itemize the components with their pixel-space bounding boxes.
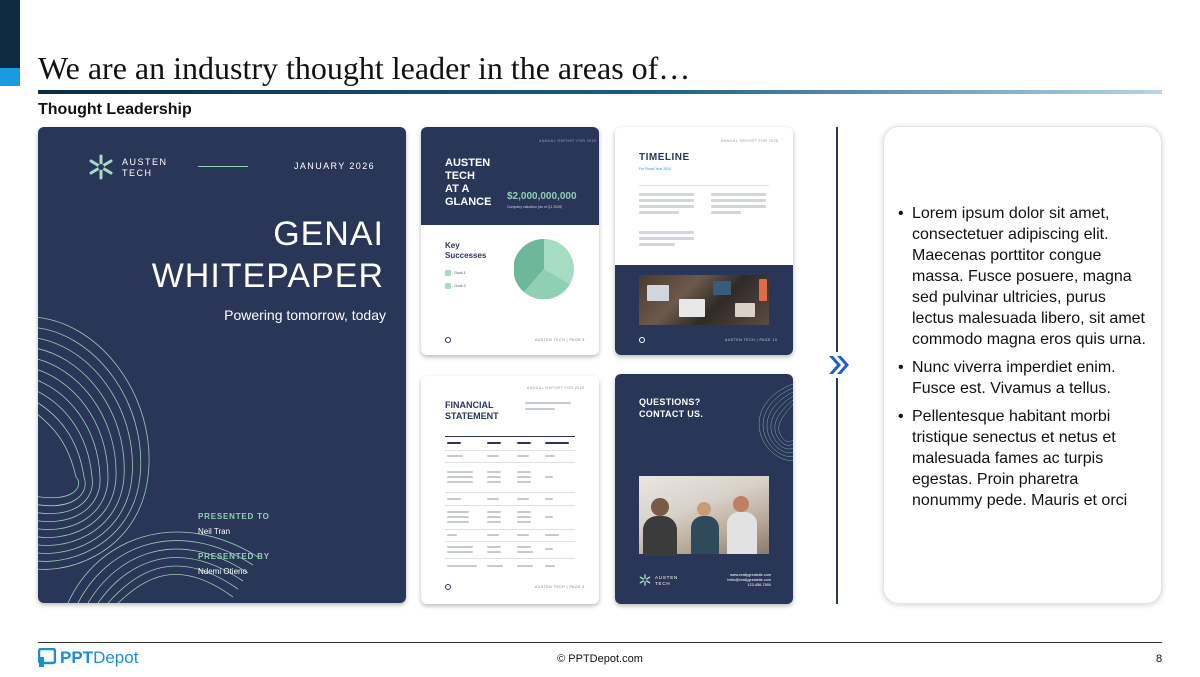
table-cell [487,455,499,457]
desk-photo [639,275,769,325]
glance-page-thumbnail [421,127,599,355]
table-cell [517,471,531,473]
glance-title-line1: AUSTEN [445,157,491,169]
table-cell [487,546,501,548]
table-cell [517,546,531,548]
goal-item-2 [445,283,466,289]
glance-amount-note: Company valuation (as of Q1 2025) [507,205,563,209]
bullet-item: • Lorem ipsum dolor sit amet, consectetuer adipiscing elit. Maecenas porttitor congue massa. Fusce posuere, magna sed pulvinar ultricies, purus lectus malesuada libero, sit amet commodo magna eros quis urna. [898,203,1150,350]
table-cell [447,516,469,518]
glance-title [445,157,491,209]
table-cell [545,534,559,536]
team-meeting-photo [639,476,769,554]
table-cell [545,455,555,457]
austen-tech-logo-icon [639,574,651,586]
bullet-text-card [883,126,1162,604]
table-rule [445,529,575,530]
text-line [711,199,766,202]
cover-divider [198,166,248,167]
cover-title [152,213,384,297]
text-line [639,193,694,196]
table-rule [445,541,575,542]
goal-1-label: Goal 1 [454,270,466,276]
questions-title-line1: QUESTIONS? [639,397,701,407]
footer-rule [38,642,1162,643]
table-header-cell [545,442,569,444]
table-cell [517,551,533,553]
presented-to-label: PRESENTED TO [198,512,270,521]
pptdepot-logo [60,648,138,668]
table-header-cell [447,442,461,444]
timeline-page-thumbnail [615,127,793,355]
table-cell [487,481,501,483]
key-successes-heading [445,241,486,261]
table-cell [517,481,531,483]
goal-icon [445,270,451,276]
pie-chart-graphic [514,239,574,299]
table-cell [447,565,477,567]
key-successes-line1: Key [445,241,460,250]
table-cell [545,516,553,518]
contact-phone: 123-456-7890 [747,583,771,587]
table-cell [545,565,555,567]
table-cell [517,534,529,536]
table-cell [447,521,469,523]
glance-amount: $2,000,000,000 [507,191,577,202]
table-cell [487,511,501,513]
financial-title [445,400,499,422]
table-cell [517,511,531,513]
header-accent-dark [0,0,20,68]
table-cell [517,498,529,500]
cover-date: JANUARY 2026 [294,161,376,171]
photo-detail [759,279,767,301]
timeline-rule [639,185,769,186]
bullet-item: • Nunc viverra imperdiet enim. Fusce est. Vivamus a tellus. [898,357,1150,399]
questions-brand-line2: TECH [655,580,671,586]
cover-brand-line1: AUSTEN [122,157,168,167]
cover-page-thumbnail [38,127,406,603]
table-cell [447,471,473,473]
page-number: 8 [1156,653,1163,665]
table-header-cell [487,442,501,444]
cover-title-line2: WHITEPAPER [151,257,384,295]
table-cell [487,471,501,473]
slide-title: We are an industry thought leader in the areas of… [38,50,691,86]
gear-icon [639,337,645,343]
header-accent-light [0,68,20,86]
wave-lines-graphic [695,374,793,464]
double-chevron-right-icon [825,352,853,378]
goal-2-label: Goal 2 [454,283,466,289]
title-underline [38,90,1162,94]
table-cell [487,521,501,523]
questions-title [639,396,703,420]
table-cell [447,481,473,483]
gear-icon [445,584,451,590]
table-cell [447,546,473,548]
photo-detail [679,299,705,317]
pptdepot-logo-icon [38,648,56,668]
photo-person [651,498,669,516]
text-line [639,243,675,246]
table-cell [447,551,473,553]
timeline-page-footer: AUSTEN TECH | PAGE 10 [725,338,778,342]
table-rule [445,436,575,437]
photo-detail [647,285,669,301]
photo-detail [713,281,731,295]
photo-person [691,516,719,554]
copyright-text: © PPTDepot.com [557,653,643,665]
table-cell [517,476,531,478]
table-cell [545,548,553,550]
goal-item-1 [445,270,466,276]
questions-brand [655,575,678,586]
gear-icon [445,337,451,343]
timeline-report-header: ANNUAL REPORT FOR 2025 [721,139,779,143]
financial-page-thumbnail [421,376,599,604]
table-cell [447,455,463,457]
text-line [639,211,679,214]
questions-page-thumbnail [615,374,793,604]
table-cell [545,498,553,500]
bullet-item: • Pellentesque habitant morbi tristique senectus et netus et malesuada fames ac turpis egestas. Proin pharetra nonummy pede. Mauris et orci [898,406,1150,511]
table-rule [445,450,575,451]
table-cell [517,516,531,518]
text-line [711,193,766,196]
timeline-subtitle: For Fiscal Year 2024 [639,167,672,171]
glance-report-header: ANNUAL REPORT FOR 2025 [539,139,597,143]
table-cell [447,511,469,513]
table-header-cell [517,442,531,444]
contact-email: hello@reallygreatsite.com [727,578,771,582]
table-cell [447,498,461,500]
photo-detail [735,303,755,317]
glance-title-line2: TECH [445,170,475,182]
questions-title-line2: CONTACT US. [639,409,704,419]
financial-title-line2: STATEMENT [445,411,499,421]
presented-by-label: PRESENTED BY [198,552,270,561]
logo-bold-text: PPT [60,648,94,667]
photo-person [733,496,749,512]
photo-person [727,512,757,554]
table-cell [487,534,499,536]
table-rule [445,492,575,493]
financial-page-footer: AUSTEN TECH | PAGE 5 [535,585,585,589]
financial-title-line1: FINANCIAL [445,400,494,410]
photo-person [643,516,677,556]
table-cell [487,565,503,567]
glance-title-line4: GLANCE [445,196,492,208]
table-rule [445,462,575,463]
logo-rest-text: Depot [93,648,139,667]
presented-by-name: Ndemi Otieno [198,567,247,576]
goal-icon [445,283,451,289]
table-cell [517,455,529,457]
table-cell [487,476,501,478]
table-rule [445,558,575,559]
cover-brand [122,157,168,179]
text-line [711,211,741,214]
text-line [639,231,694,234]
text-line [639,205,694,208]
contact-details [727,573,771,588]
table-cell [447,534,457,536]
text-line [525,408,555,410]
contact-website: www.reallygreatsite.com [730,573,771,577]
text-line [711,205,766,208]
table-cell [517,565,533,567]
text-line [525,402,571,404]
table-cell [447,476,473,478]
table-cell [517,521,531,523]
table-cell [487,551,501,553]
glance-page-footer: AUSTEN TECH | PAGE 3 [535,338,585,342]
timeline-title: TIMELINE [639,152,690,163]
table-cell [487,516,501,518]
financial-report-header: ANNUAL REPORT FOR 2025 [527,386,585,390]
table-rule [445,505,575,506]
cover-title-line1: GENAI [273,215,384,253]
questions-brand-line1: AUSTEN [655,575,679,580]
text-line [639,199,694,202]
austen-tech-logo-icon [88,154,114,180]
bullet-list [898,203,1150,518]
cover-tagline: Powering tomorrow, today [224,307,386,323]
slide-subtitle: Thought Leadership [38,101,192,118]
table-cell [487,498,499,500]
glance-title-line3: AT A [445,183,470,195]
text-line [639,237,694,240]
cover-brand-line2: TECH [122,168,153,178]
key-successes-line2: Successes [445,251,487,260]
presented-to-name: Neil Tran [198,527,231,536]
photo-person [697,502,711,516]
table-cell [545,476,553,478]
